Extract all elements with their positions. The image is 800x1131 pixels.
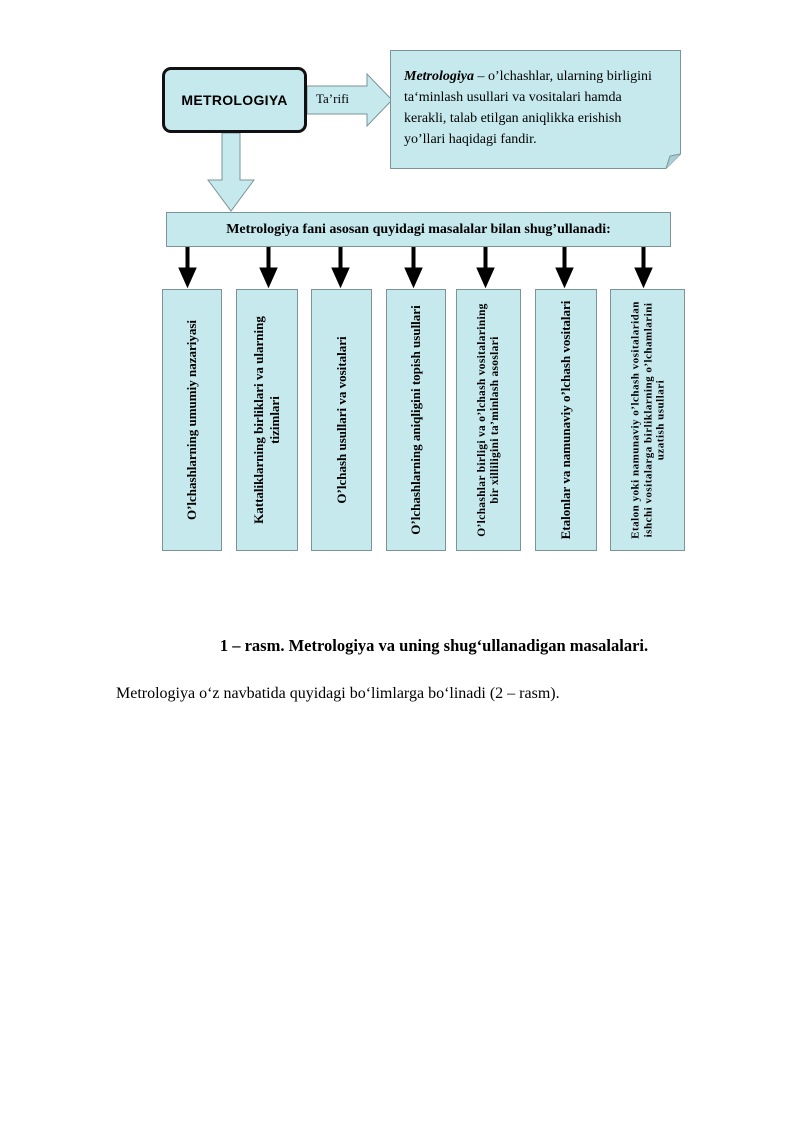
- topic-label-3: O’lchash usullari va vositalari: [333, 336, 349, 504]
- down-arrow-3: [332, 247, 349, 287]
- definition-box: [390, 50, 681, 169]
- down-arrow-2: [260, 247, 277, 287]
- root-label: METROLOGIYA: [181, 92, 288, 108]
- topic-column-5: [456, 289, 521, 551]
- topic-label-6: Etalonlar va namunaviy o’lchash vositalari: [558, 300, 573, 540]
- tarifi-label: Ta’rifi: [316, 91, 350, 106]
- definition-body: – o’lchashlar, ularning birligini ta‘minlash usullari va vositalari hamda kerakli, talab etilgan aniqlikka erishish yo’llari haqidagi fandir.: [404, 69, 652, 147]
- figure-caption: 1 – rasm. Metrologiya va uning shug‘ullanadigan masalalari.: [219, 636, 649, 655]
- down-arrow-5: [477, 247, 494, 287]
- topic-column-1: [162, 289, 222, 551]
- down-arrow-1: [179, 247, 196, 287]
- topic-label-7: Etalon yoki namunaviy o’lchash vositalaridan ishchi vositalarga birliklarning o’lchamlarini uzatish usullari: [628, 301, 666, 539]
- topic-label-5: O’lchashlar birligi va o’lchash vositalarining bir xilliligini ta’minlash asoslari: [475, 303, 501, 537]
- topic-label-2: Kattaliklarning birliklari va ularning tizimlari: [251, 316, 282, 524]
- topic-column-2: [236, 289, 298, 551]
- metrologiya-root-box: [162, 67, 307, 133]
- down-block-arrow: [208, 133, 254, 211]
- topic-column-7: [610, 289, 685, 551]
- topic-column-3: [311, 289, 372, 551]
- body-paragraph: Metrologiya o‘z navbatida quyidagi bo‘limlarga bo‘linadi (2 – rasm).: [116, 685, 560, 702]
- definition-term: Metrologiya: [404, 69, 474, 84]
- main-bar-label: Metrologiya fani asosan quyidagi masalalar bilan shug’ullanadi:: [226, 221, 611, 237]
- down-arrow-4: [405, 247, 422, 287]
- topic-label-1: O’lchashlarning umumiy nazariyasi: [184, 319, 199, 521]
- down-arrow-6: [556, 247, 573, 287]
- topic-label-4: O’lchashlarning aniqligini topish usullari: [408, 305, 423, 535]
- topic-column-4: [386, 289, 446, 551]
- down-arrow-7: [635, 247, 652, 287]
- main-topics-bar: [166, 212, 671, 247]
- topic-column-6: [535, 289, 597, 551]
- definition-text: [404, 66, 666, 150]
